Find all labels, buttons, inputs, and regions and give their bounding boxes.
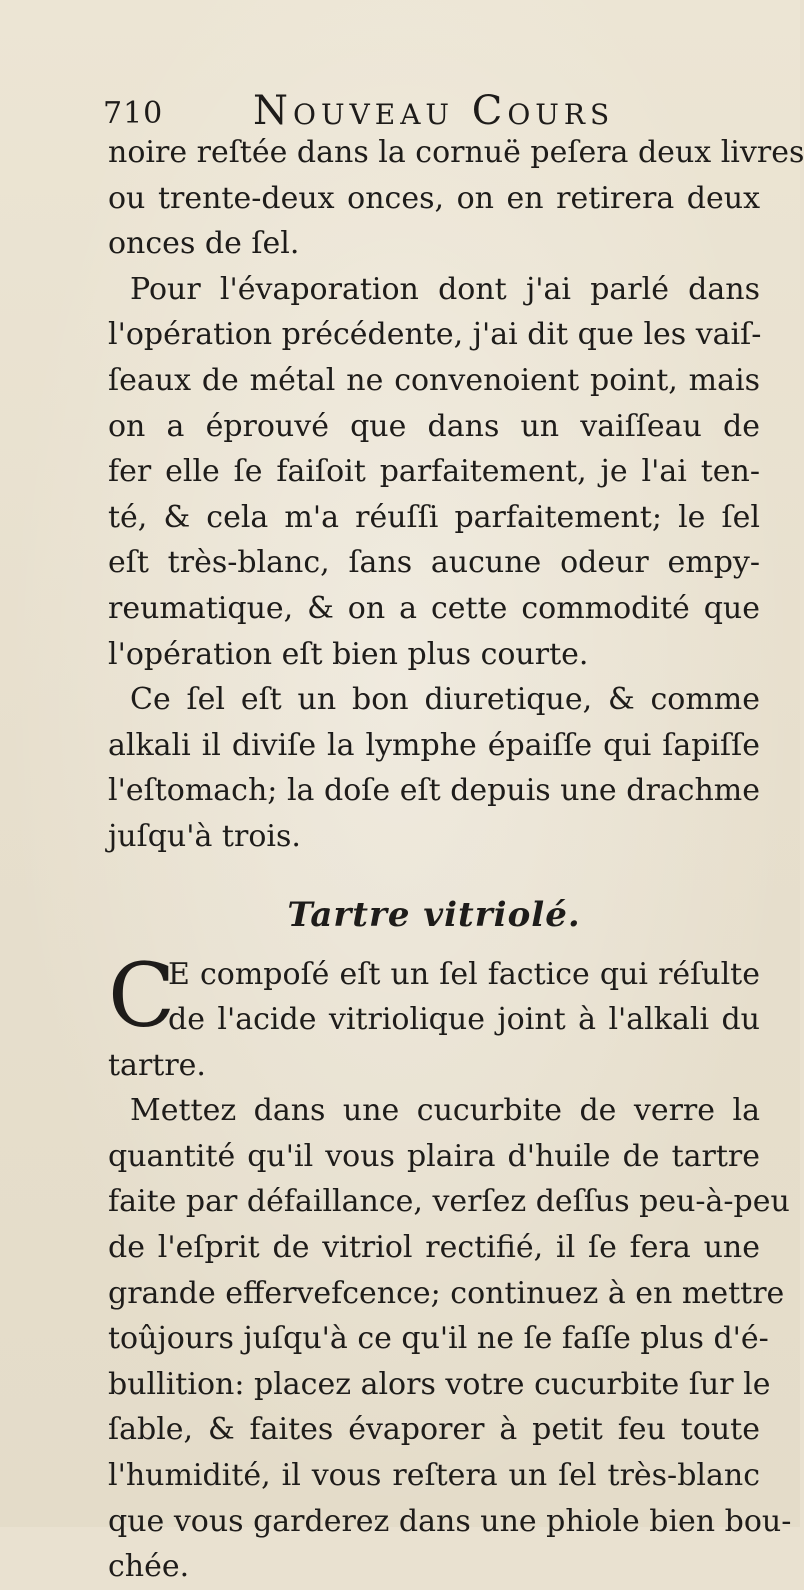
text-line: faite par défaillance, verſez deſſus peu-à-peu — [108, 1184, 790, 1220]
text-line: Mettez dans une cucurbite de verre la — [130, 1093, 760, 1129]
section-heading: Tartre vitriolé. — [287, 894, 581, 935]
page-number: 710 — [103, 96, 164, 131]
text-line: toûjours juſqu'à ce qu'il ne ſe faſſe plus d'é- — [108, 1321, 769, 1357]
paragraph — [108, 677, 760, 859]
text-line: l'humidité, il vous reſtera un ſel très-blanc — [108, 1458, 760, 1494]
text-line: tartre. — [108, 1047, 206, 1083]
text-line: onces de ſel. — [108, 226, 300, 262]
paragraph — [108, 1088, 792, 1590]
text-line: eſt très-blanc, ſans aucune odeur empy- — [108, 545, 760, 581]
paragraph — [108, 267, 760, 677]
page-header — [103, 88, 623, 132]
text-line: bullition: placez alors votre cucurbite ſur le — [108, 1366, 771, 1402]
text-line: chée. — [108, 1549, 190, 1585]
text-line: l'eſtomach; la doſe eſt depuis une drachme — [108, 773, 760, 809]
text-line: de l'eſprit de vitriol rectifié, il ſe fera une — [108, 1230, 760, 1266]
text-line: juſqu'à trois. — [108, 818, 301, 854]
text-line: ſeaux de métal ne convenoient point, mais — [108, 362, 760, 398]
paragraph — [108, 130, 804, 267]
text-line: que vous garderez dans une phiole bien bou- — [108, 1503, 792, 1539]
text-line: E compoſé eſt un ſel factice qui réſulte — [168, 956, 760, 992]
text-line: alkali il diviſe la lymphe épaiſſe qui ſapiſſe — [108, 727, 760, 763]
text-line: quantité qu'il vous plaira d'huile de tartre — [108, 1138, 760, 1174]
text-line: té, & cela m'a réuſſi parfaitement; le ſel — [108, 499, 760, 535]
running-title: Nouveau Cours — [253, 88, 615, 134]
paragraph — [108, 943, 760, 1089]
text-line: fer elle ſe faiſoit parfaitement, je l'ai ten- — [108, 454, 760, 490]
text-line: ou trente-deux onces, on en retirera deux — [108, 180, 760, 216]
text-line: Pour l'évaporation dont j'ai parlé dans — [130, 271, 760, 307]
text-line: grande effervefcence; continuez à en mettre — [108, 1275, 785, 1311]
text-line: on a éprouvé que dans un vaiſſeau de — [108, 408, 760, 444]
text-line: Ce ſel eſt un bon diuretique, & comme — [130, 682, 760, 718]
body-text — [108, 130, 804, 1590]
text-line: noire reſtée dans la cornuë peſera deux livres — [108, 135, 804, 170]
text-line: l'opération eſt bien plus courte. — [108, 636, 589, 672]
text-line: reumatique, & on a cette commodité que — [108, 590, 760, 626]
text-line: l'opération précédente, j'ai dit que les vaiſ- — [108, 317, 762, 353]
text-line: ſable, & faites évaporer à petit feu toute — [108, 1412, 760, 1448]
drop-cap: C — [108, 943, 176, 1047]
text-line: de l'acide vitriolique joint à l'alkali du — [168, 1002, 760, 1038]
